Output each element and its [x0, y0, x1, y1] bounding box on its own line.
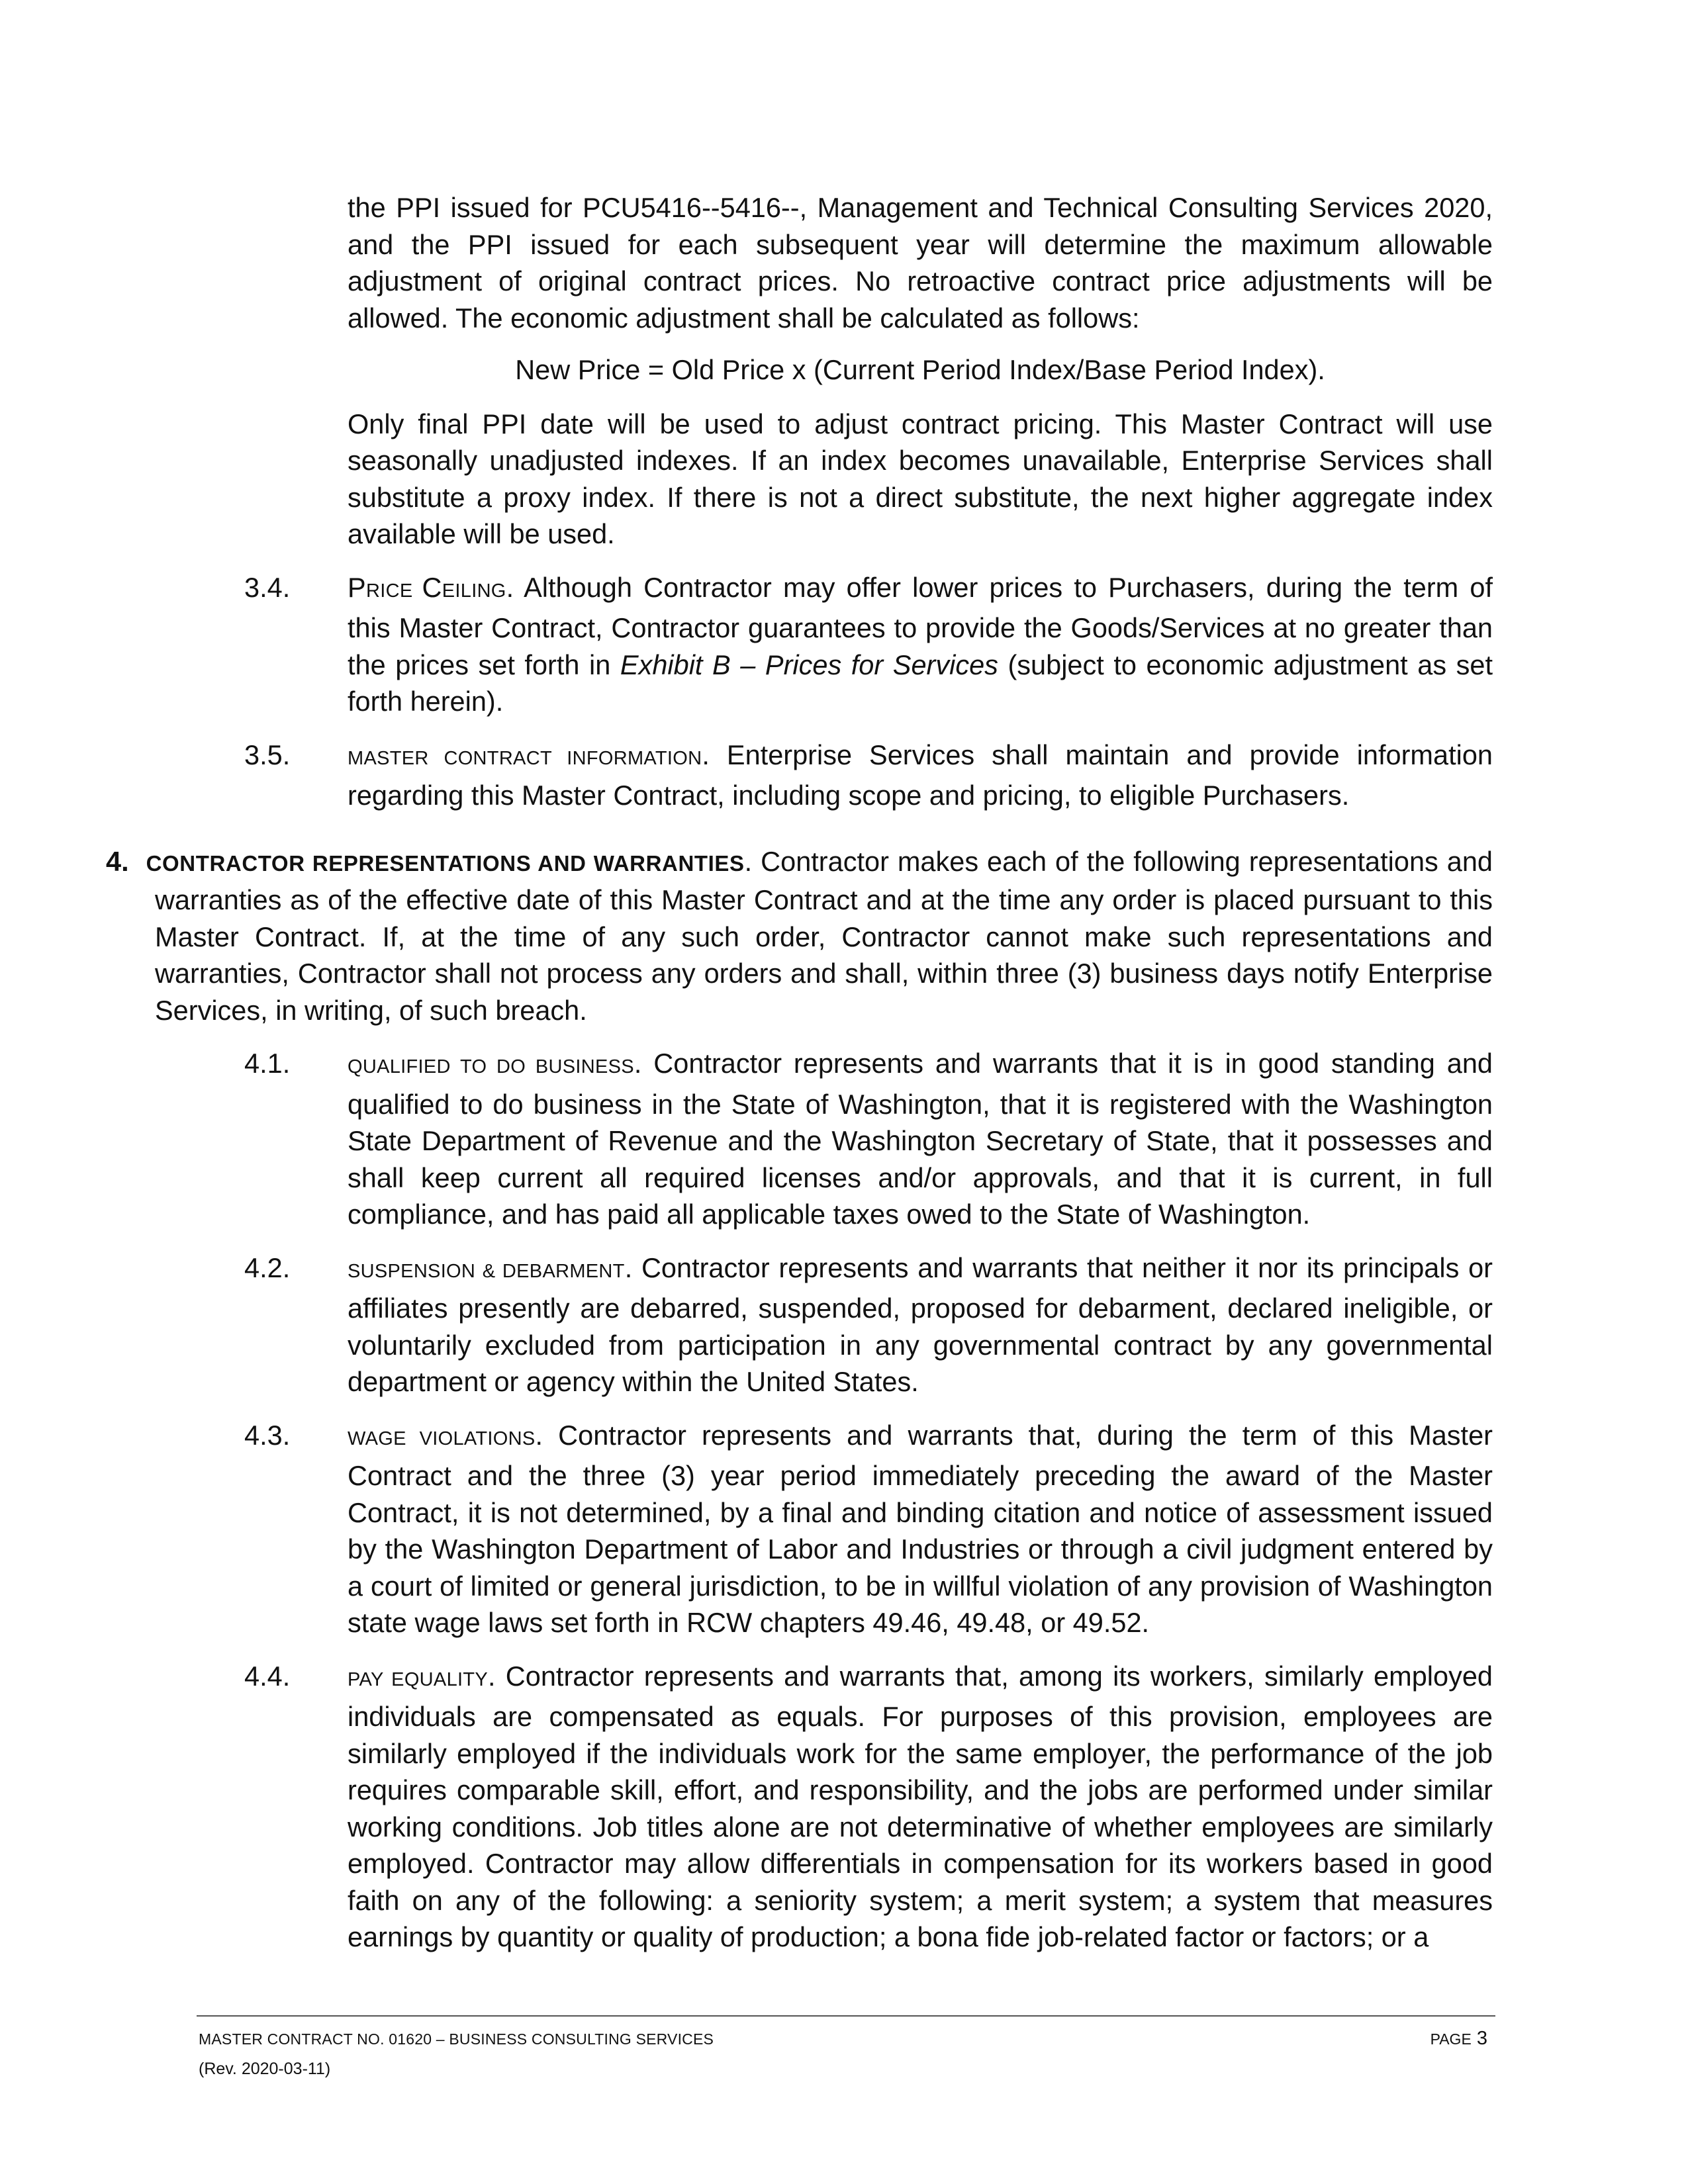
intro-paragraph-2: Only final PPI date will be used to adjust contract pricing. This Master Contract will use seasonally unadjusted indexes. If an index becomes unavailable, Enterprise Services shall substitute a proxy index. If there is not a direct substitute, the next higher aggregate index available will be used.: [348, 408, 1493, 549]
section-heading: CONTRACTOR REPRESENTATIONS AND WARRANTIES: [146, 850, 745, 876]
clause-heading: SUSPENSION & DEBARMENT: [348, 1260, 625, 1282]
clause-heading: PAY EQUALITY: [348, 1668, 489, 1690]
section-4: [106, 843, 1493, 1029]
clause-text: . Enterprise Services shall maintain and provide information regarding this Master Contract, including scope and pricing, to eligible Purchasers.: [348, 739, 1493, 811]
clause-heading: QUALIFIED TO DO BUSINESS: [348, 1056, 634, 1077]
clause-text: . Contractor represents and warrants that, during the term of this Master Contract and the three (3) year period immediately preceding the award of the Master Contract, it is not determined, by a final and binding citation and notice of assessment issued by the Washington Department of Labor and Industries or through a civil judgment entered by a court of limited or general jurisdiction, to be in willful violation of any provision of Washington state wage laws set forth in RCW chapters 49.46, 49.48, or 49.52.: [348, 1419, 1493, 1638]
clause-text: . Contractor represents and warrants that, among its workers, similarly employed individuals are compensated as equals. For purposes of this provision, employees are similarly employed if the individuals work for the same employer, the performance of the job requires comparable skill, effort, and responsibility, and the jobs are performed under similar working conditions. Job titles alone are not determinative of whether employees are similarly employed. Contractor may allow differentials in compensation for its workers based in good faith on any of the following: a seniority system; a merit system; a system that measures earnings by quantity or quality of production; a bona fide job-related factor or factors; or a: [348, 1660, 1493, 1952]
page-number: [1430, 2028, 1487, 2050]
clause-4-2: [199, 1250, 1493, 1400]
clause-number: 4.4.: [244, 1660, 291, 1692]
price-formula: New Price = Old Price x (Current Period Index/Base Period Index).: [515, 354, 1325, 385]
footer-revision: (Rev. 2020-03-11): [199, 2060, 331, 2078]
clause-4-4: [199, 1658, 1493, 1956]
clause-heading: PRICE CEILING: [348, 571, 506, 603]
clause-4-3: [199, 1417, 1493, 1641]
section-text: . Contractor makes each of the following representations and warranties as of the effective date of this Master Contract and at the time any order is placed pursuant to this Master Contract. If, at the time of any such order, Contractor cannot make such representations and warranties, Contractor shall not process any orders and shall, within three (3) business days notify Enterprise Services, in writing, of such breach.: [155, 845, 1493, 1026]
intro-paragraph-1: the PPI issued for PCU5416--5416--, Management and Technical Consulting Services 2020, and the PPI issued for each subsequent year will determine the maximum allowable adjustment of original contract prices. No retroactive contract price adjustments will be allowed. The economic adjustment shall be calculated as follows:: [348, 192, 1493, 334]
clause-4-1: [199, 1045, 1493, 1233]
clause-text: . Although Contractor may offer lower prices to Purchasers, during the term of this Master Contract, Contractor guarantees to provide the Goods/Services at no greater than the prices set forth in: [348, 571, 1493, 680]
clause-3-4: [199, 569, 1493, 720]
page-label: PAGE: [1430, 2030, 1472, 2048]
exhibit-reference: Exhibit B – Prices for Services: [620, 649, 998, 680]
clause-number: 4.2.: [244, 1251, 291, 1283]
clause-number: 4.1.: [244, 1048, 291, 1079]
clause-heading: MASTER CONTRACT INFORMATION: [348, 747, 702, 769]
clause-text: . Contractor represents and warrants that it is in good standing and qualified to do business in the State of Washington, that it is registered with the Washington State Department of Revenue and the Washington Secretary of State, that it possesses and shall keep current all required licenses and/or approvals, and that it is current, in full compliance, and has paid all applicable taxes owed to the State of Washington.: [348, 1048, 1493, 1230]
section-number: 4.: [106, 845, 129, 877]
intro-block: [199, 189, 1493, 553]
clause-text: . Contractor represents and warrants that neither it nor its principals or affiliates presently are debarred, suspended, proposed for debarment, declared ineligible, or voluntarily excluded from participation in any governmental contract by any governmental department or agency within the United States.: [348, 1251, 1493, 1397]
clause-number: 3.4.: [244, 571, 291, 603]
document-body: [106, 189, 1493, 1956]
footer-title: MASTER CONTRACT NO. 01620 – BUSINESS CONSULTING SERVICES: [199, 2030, 714, 2048]
clause-text-end: (subject to economic adjustment as set forth herein).: [348, 649, 1493, 717]
clause-number: 4.3.: [244, 1419, 291, 1451]
footer-divider: [197, 2015, 1495, 2017]
clause-3-5: [199, 737, 1493, 814]
clause-heading: WAGE VIOLATIONS: [348, 1428, 536, 1449]
clause-number: 3.5.: [244, 739, 291, 770]
page-number-value: 3: [1476, 2028, 1487, 2049]
